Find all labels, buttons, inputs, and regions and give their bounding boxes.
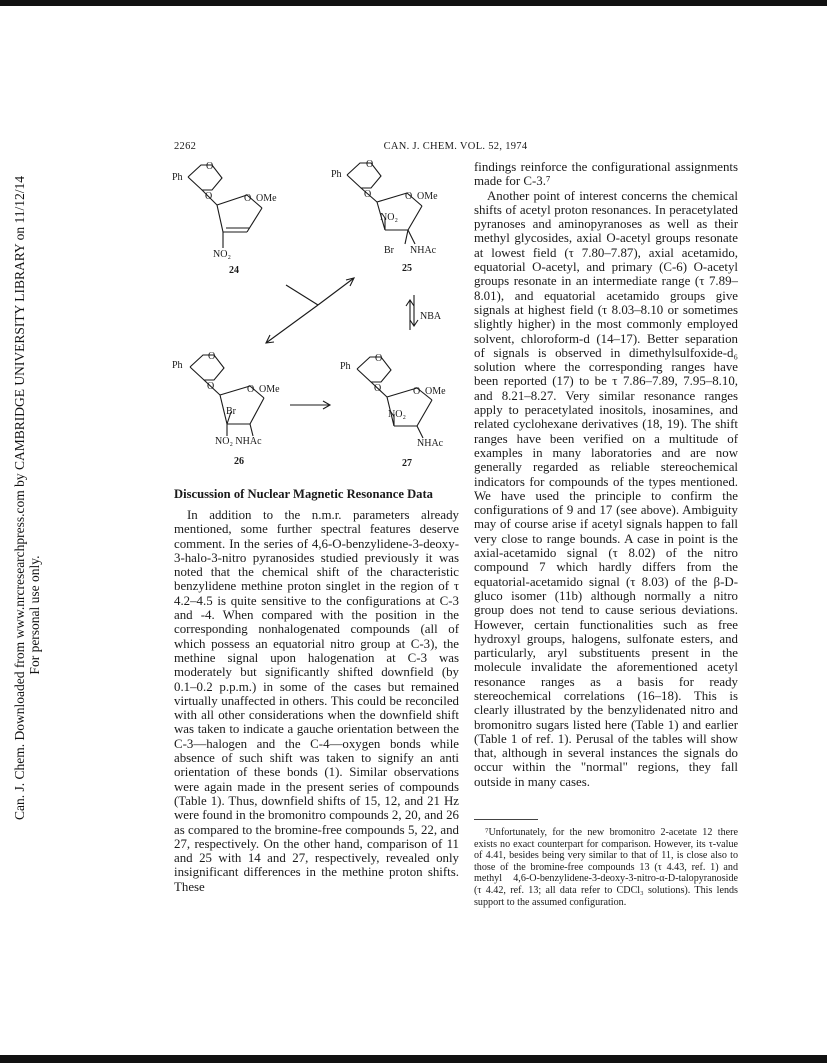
paragraph: Another point of interest concerns the chemical shifts of acetyl proton resonances. In peracetylated pyranoses and aminopyranoses as well as their methyl glycosides, axial O-acetyl groups resonate at lowest field (τ 7.80–7.87), axial acetamido, equatorial O-acetyl, and primary (C-6) O-acetyl groups resonate in an intermediate range (τ 7.89–8.01), and equatorial acetamido groups give signals at highest field (τ 8.03–8.10 or sometimes slightly higher) in the most commonly employed solvent, chloroform-d (14–17). Better separation of signals is observed in dimethylsulfoxide-d₆ solution where the corresponding ranges have been reported (17) to be τ 7.86–7.89, 7.95–8.10, and 8.21–8.27. Very similar resonance ranges apply to peracetylated inositols, inosamines, and related cyclohexane derivatives (18, 19). The shift ranges have been verified on a multitude of examples in many laboratories and are now generally regarded as reliable stereochemical indicators for compounds of the types mentioned. We have used the principle to confirm the configurations of 9 and 17 (see above). Ambiguity may of course arise if acetyl signals happen to fall very close to range bounds. A case in point is the axial-acetamido signal (τ 8.02) of the nitro compound 7 which hardly differs from the equatorial-acetamido signal (τ 8.03) of the β-D-gluco isomer (11b) although normally a nitro group does not tend to cause serious deviations. However, certain functionalities such as free hydroxyl groups, halogens, sulfonate esters, and particularly, aryl substituents present in the molecule invalidate the aforementioned acetyl resonance ranges as a basis for ready stereochemical correlations (16–18). This is clearly illustrated by the benzylidenated nitro and bromonitro sugars listed here (Table 1) and earlier (Table 1 of ref. 1). Perusal of the tables will show that, although in several instances the signals do occur within the "normal" regions, they fall outside in many cases. (474, 188, 738, 789)
section-heading: Discussion of Nuclear Magnetic Resonance Data (174, 487, 433, 501)
ring-oxygen-label: O (375, 353, 383, 364)
ring-oxygen-label: O (206, 161, 214, 172)
phenyl-label: Ph (340, 361, 351, 372)
left-column (174, 508, 459, 894)
ring-oxygen-label: O (366, 159, 374, 170)
phenyl-label: Ph (172, 360, 183, 371)
bottom-border (0, 1055, 827, 1063)
paragraph: In addition to the n.m.r. parameters already mentioned, some further spectral features deserve comment. In the series of 4,6-O-benzylidene-3-deoxy-3-halo-3-nitro pyranosides studied previously it was noted that the chemical shift of the characteristic benzylidene methine proton singlet in the region of τ 4.2–4.5 is quite sensitive to the configurations at C-3 and -4. When compared with the position in the corresponding nonhalogenated compounds (all of which possess an equatorial nitro group at C-3), the methine signal upon halogenation at C-3 was moderately but significantly shifted downfield (by 0.1–0.2 p.p.m.) in some of the cases but remained virtually unaffected in others. This could be reconciled with all other considerations when the downfield shift was taken to indicate a gauche orientation between the C-3—halogen and the C-4—oxygen bonds while absence of such shift was taken to signify an anti orientation of these bonds (1). Similar observations were again made in the present series of compounds (Table 1). Thus, downfield shifts of 15, 12, and 21 Hz were found in the bromonitro compounds 2, 20, and 26 as compared to the bromine-free compounds 5, 22, and 27, respectively. On the other hand, comparison of 11 and 25 with 14 and 27, respectively, revealed only insignificant differences in the methine proton shifts. These (174, 508, 459, 894)
ring-oxygen-label: O (205, 191, 213, 202)
compound-number-26: 26 (234, 456, 244, 467)
ring-oxygen-label: O (405, 191, 413, 202)
footnote-rule (474, 819, 538, 820)
download-notice-line1: Can. J. Chem. Downloaded from www.nrcresearchpress.com by CAMBRIDGE UNIVERSITY LIBRARY on 11/12/14 (12, 175, 27, 820)
compound-number-27: 27 (402, 458, 412, 469)
footnote (474, 827, 738, 908)
compound-number-25: 25 (402, 263, 412, 274)
ring-oxygen-label: O (374, 383, 382, 394)
nitro-label: NO₂ (380, 212, 398, 223)
nitro-label: NO₂ (213, 249, 231, 260)
running-head: CAN. J. CHEM. VOL. 52, 1974 (383, 141, 528, 152)
nitro-acetamido-label: NO₂ NHAc (215, 436, 262, 447)
nitro-label: NO₂ (388, 409, 406, 420)
reaction-scheme (166, 155, 466, 475)
acetamido-label: NHAc (410, 245, 437, 256)
methoxy-label: OMe (425, 386, 446, 397)
bromo-label: Br (226, 406, 236, 417)
ring-oxygen-label: O (364, 189, 372, 200)
page-number: 2262 (174, 141, 197, 152)
methoxy-label: OMe (259, 384, 280, 395)
ring-oxygen-label: O (413, 386, 421, 397)
ring-oxygen-label: O (247, 384, 255, 395)
nba-reagent-label: NBA (420, 311, 442, 322)
download-notice (12, 175, 42, 820)
download-notice-line2: For personal use only. (27, 555, 42, 675)
ring-oxygen-label: O (244, 193, 252, 204)
methoxy-label: OMe (256, 193, 277, 204)
acetamido-label: NHAc (417, 438, 444, 449)
paragraph: findings reinforce the configurational assignments made for C-3.⁷ (474, 160, 738, 189)
phenyl-label: Ph (331, 169, 342, 180)
phenyl-label: Ph (172, 172, 183, 183)
right-column (474, 160, 738, 789)
footnote-text: ⁷Unfortunately, for the new bromonitro 2-acetate 12 there exists no exact counterpart for comparison. However, its τ-value of 4.41, besides being very similar to that of 11, is close also to those of the bromine-free compounds 13 (τ 4.43, ref. 1) and methyl 4,6-O-benzylidene-3-deoxy-3-nitro-α-D-talopyranoside (τ 4.42, ref. 13; all data refer to CDCl₃ solutions). This lends support to the assumed configuration. (474, 827, 738, 908)
ring-oxygen-label: O (208, 351, 216, 362)
compound-number-24: 24 (229, 265, 239, 276)
ring-oxygen-label: O (207, 381, 215, 392)
top-border (0, 0, 827, 6)
bromo-label: Br (384, 245, 394, 256)
methoxy-label: OMe (417, 191, 438, 202)
